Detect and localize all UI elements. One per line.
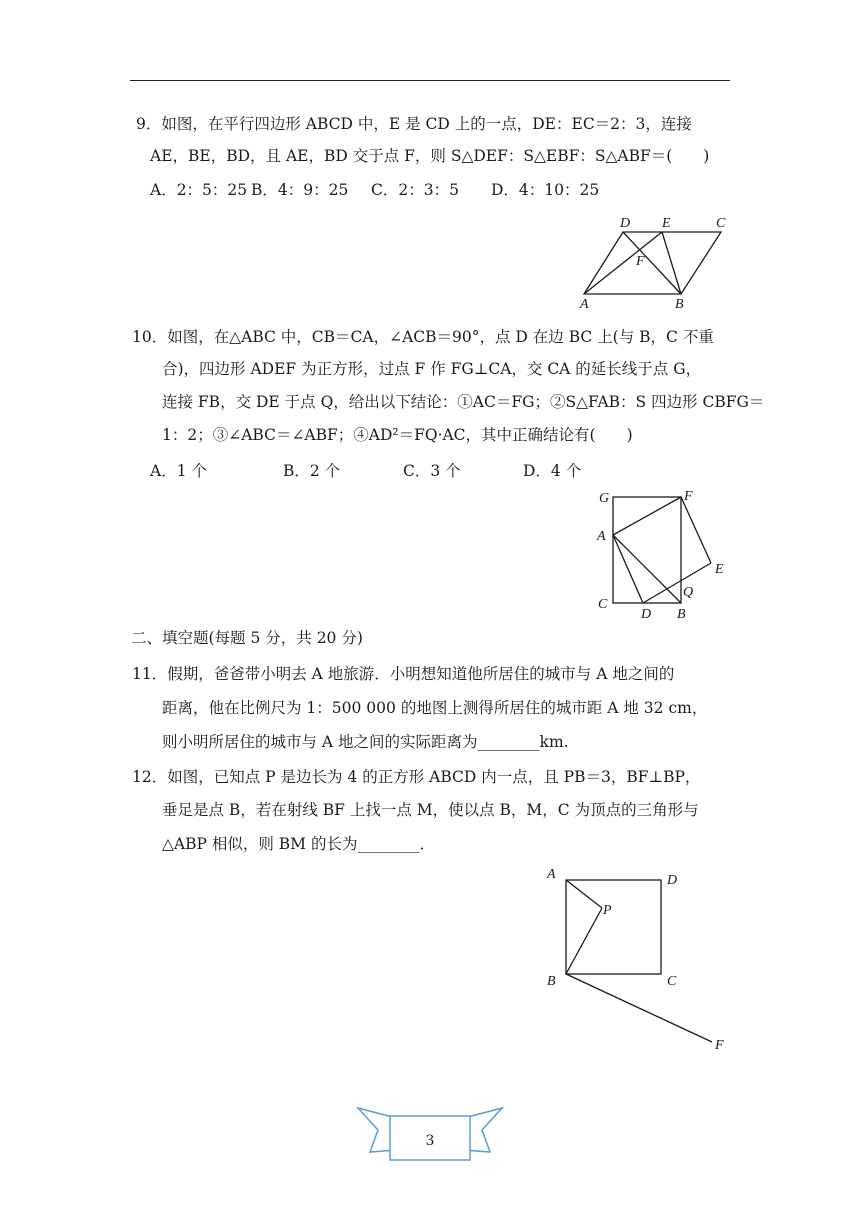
q12-line-3: △ABP 相似，则 BM 的长为________．	[162, 835, 435, 853]
q9-line-2: AE，BE，BD，且 AE，BD 交于点 F，则 S△DEF：S△EBF：S△ABF＝( )	[150, 147, 710, 165]
q10-label-c: C	[598, 597, 608, 612]
q9-options	[150, 180, 599, 200]
q12-line-1: 12．如图，已知点 P 是边长为 4 的正方形 ABCD 内一点，且 PB＝3，BF⊥BP，	[132, 768, 701, 786]
q9-label-a: A	[580, 297, 589, 312]
q10-label-f: F	[684, 489, 693, 504]
q10-label-b: B	[677, 607, 686, 622]
q9-label-b: B	[675, 297, 684, 312]
q10-label-g: G	[599, 491, 610, 506]
q10-line-4: 1：2；③∠ABC＝∠ABF；④AD²＝FQ·AC，其中正确结论有( )	[162, 426, 633, 444]
q10-option-c: C．3 个	[403, 462, 461, 480]
q9-option-c: C．2：3：5	[371, 181, 459, 199]
q9-line-1: 9．如图，在平行四边形 ABCD 中，E 是 CD 上的一点，DE：EC＝2：3，连接	[136, 115, 692, 133]
q9-option-b: B．4：9：25	[251, 181, 349, 199]
top-rule	[130, 80, 730, 81]
q10-line-1: 10．如图，在△ABC 中，CB＝CA，∠ACB＝90°，点 D 在边 BC 上(与 B，C 不重	[132, 328, 714, 346]
q12-figure	[540, 860, 740, 1060]
q12-label-b: B	[547, 974, 556, 989]
q11-line-2: 距离，他在比例尺为 1：500 000 的地图上测得所居住的城市距 A 地 32 cm，	[162, 699, 708, 717]
q12-label-c: C	[667, 974, 677, 989]
q10-figure	[590, 485, 740, 625]
q9-label-f: F	[636, 254, 645, 269]
q10-option-d: D．4 个	[523, 462, 582, 480]
q10-option-b: B．2 个	[283, 462, 341, 480]
q9-label-d: D	[620, 216, 631, 231]
q11-line-3: 则小明所居住的城市与 A 地之间的实际距离为________km.	[162, 733, 569, 751]
page-number: 3	[425, 1133, 435, 1149]
q10-label-a: A	[597, 529, 606, 544]
q11-line-1: 11．假期，爸爸带小明去 A 地旅游．小明想知道他所居住的城市与 A 地之间的	[132, 665, 675, 683]
q9-option-d: D．4：10：25	[491, 181, 600, 199]
q9-figure	[570, 210, 740, 310]
q10-label-e: E	[715, 562, 724, 577]
q9-option-a: A．2：5：25	[150, 181, 248, 199]
q9-label-e: E	[662, 216, 671, 231]
q10-options	[150, 461, 581, 481]
section-2-heading: 二、填空题(每题 5 分，共 20 分)	[131, 629, 363, 647]
q12-label-d: D	[667, 873, 678, 888]
q10-label-q: Q	[683, 585, 694, 600]
q12-line-2: 垂足是点 B，若在射线 BF 上找一点 M，使以点 B，M，C 为顶点的三角形与	[162, 801, 699, 819]
q10-line-3: 连接 FB，交 DE 于点 Q，给出以下结论：①AC＝FG；②S△FAB：S 四边形 CBFG＝	[162, 393, 765, 411]
q10-option-a: A．1 个	[150, 462, 207, 480]
q10-line-2: 合)，四边形 ADEF 为正方形，过点 F 作 FG⊥CA，交 CA 的延长线于点 G，	[162, 360, 702, 378]
q12-label-a: A	[547, 867, 556, 882]
q10-label-d: D	[641, 607, 652, 622]
q12-label-f: F	[715, 1038, 724, 1053]
q12-label-p: P	[603, 903, 612, 918]
q9-label-c: C	[716, 216, 726, 231]
